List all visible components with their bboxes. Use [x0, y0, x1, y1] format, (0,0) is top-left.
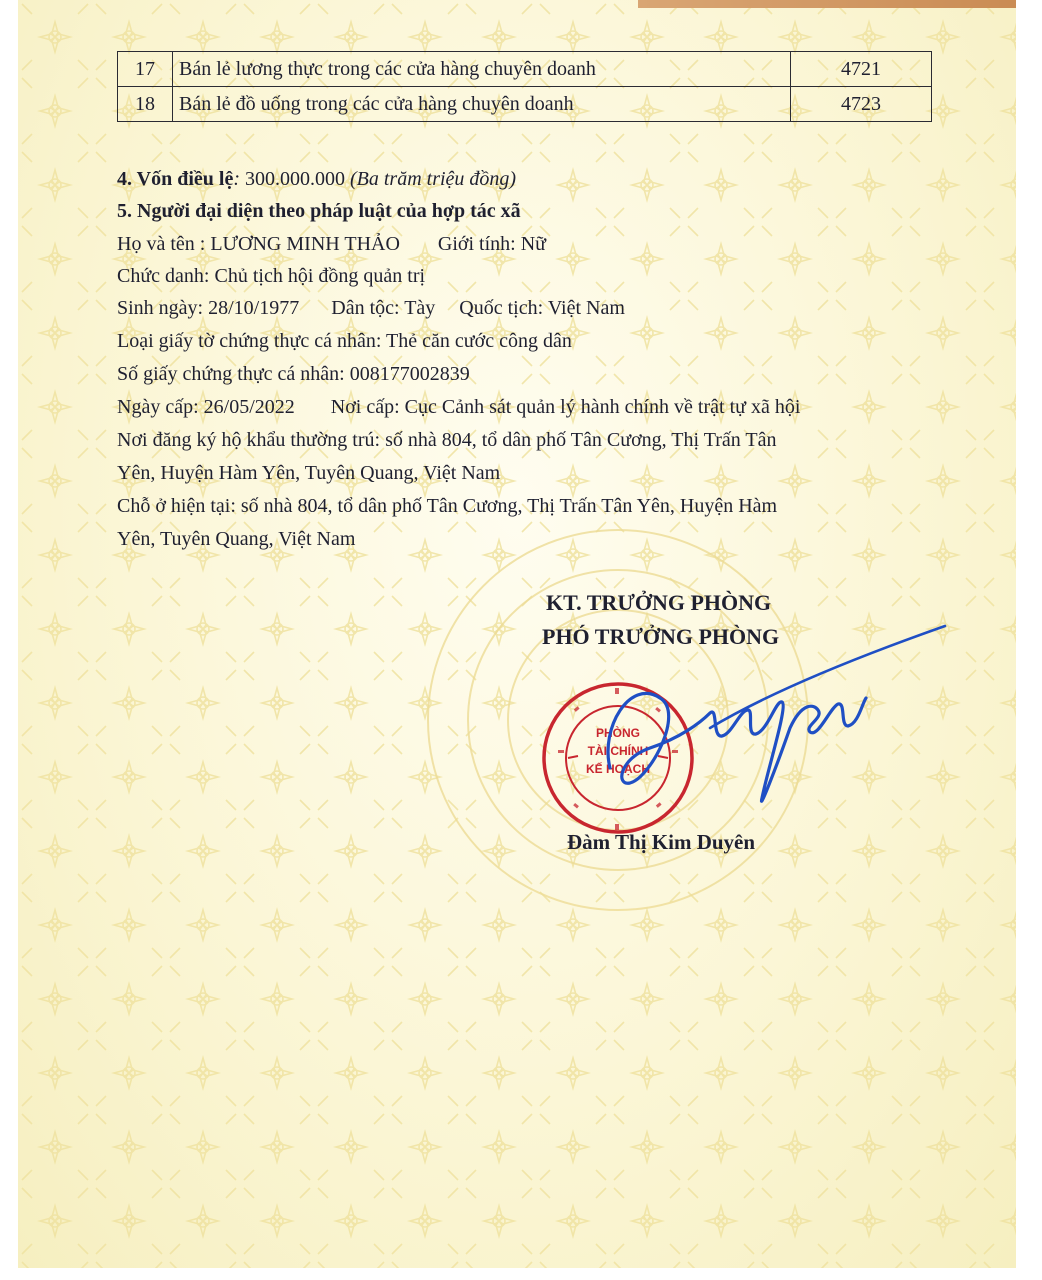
business-line-name: Bán lẻ lương thực trong các cửa hàng chuyên doanh — [173, 52, 791, 87]
charter-capital-words: (Ba trăm triệu đồng) — [350, 168, 517, 190]
table-row — [118, 87, 932, 122]
dob-value: 28/10/1977 — [208, 297, 300, 319]
signer-name: Đàm Thị Kim Duyên — [567, 830, 756, 854]
id-number-value: 008177002839 — [349, 363, 470, 385]
issue-date-value: 26/05/2022 — [203, 396, 295, 418]
nationality-label: Quốc tịch: — [459, 297, 544, 319]
current-address-line-2: Yên, Tuyên Quang, Việt Nam — [117, 528, 356, 550]
row-number: 18 — [118, 87, 173, 122]
birth-line — [117, 297, 625, 320]
handwritten-signature — [590, 618, 960, 818]
ethnicity-value: Tày — [404, 297, 436, 319]
position-value: Chủ tịch hội đồng quản trị — [214, 265, 426, 287]
issue-place-value: Cục Cảnh sát quản lý hành chính về trật tự xã hội — [404, 396, 801, 418]
dob-label: Sinh ngày: — [117, 297, 204, 319]
business-line-code: 4723 — [791, 87, 932, 122]
row-number: 17 — [118, 52, 173, 87]
full-name-label: Họ và tên : — [117, 233, 206, 255]
seal-text-line1: PHÒNG — [595, 726, 640, 740]
charter-capital-line — [117, 168, 516, 191]
issue-place-label: Nơi cấp: — [330, 396, 400, 418]
charter-capital-label: 4. Vốn điều lệ — [117, 168, 234, 190]
position-line — [117, 265, 425, 288]
gender-label: Giới tính: — [437, 233, 516, 255]
gender-value: Nữ — [520, 233, 547, 255]
signature-title-1: KT. TRƯỞNG PHÒNG — [546, 590, 772, 615]
issue-date-label: Ngày cấp: — [117, 396, 199, 418]
table-row — [118, 52, 932, 87]
business-lines-table — [117, 51, 932, 122]
id-type-label: Loại giấy tờ chứng thực cá nhân: — [117, 330, 382, 352]
seal-text-line2: TÀI CHÍNH — [587, 744, 649, 758]
current-address-line-1: Chỗ ở hiện tại: số nhà 804, tổ dân phố Tân Cương, Thị Trấn Tân Yên, Huyện Hàm — [117, 495, 778, 517]
id-number-label: Số giấy chứng thực cá nhân: — [117, 363, 345, 385]
representative-heading: 5. Người đại diện theo pháp luật của hợp tác xã — [117, 200, 521, 222]
signature-title-2: PHÓ TRƯỞNG PHÒNG — [542, 624, 780, 649]
charter-capital-colon: : — [233, 168, 240, 190]
id-type-line — [117, 330, 572, 353]
position-label: Chức danh: — [117, 265, 210, 287]
issue-line — [117, 396, 800, 419]
ethnicity-label: Dân tộc: — [331, 297, 400, 319]
page-bottom-margin — [0, 1268, 1042, 1280]
business-line-name: Bán lẻ đồ uống trong các cửa hàng chuyên doanh — [173, 87, 791, 122]
full-name-line — [117, 233, 546, 256]
id-type-value: Thẻ căn cước công dân — [386, 330, 572, 352]
permanent-address-line-2: Yên, Huyện Hàm Yên, Tuyên Quang, Việt Nam — [117, 462, 501, 484]
full-name-value: LƯƠNG MINH THẢO — [210, 233, 400, 255]
business-line-code: 4721 — [791, 52, 932, 87]
charter-capital-amount: 300.000.000 — [245, 168, 345, 190]
top-edge-strip — [638, 0, 1016, 8]
nationality-value: Việt Nam — [547, 297, 625, 319]
permanent-address-line-1: Nơi đăng ký hộ khẩu thường trú: số nhà 804, tổ dân phố Tân Cương, Thị Trấn Tân — [117, 429, 777, 451]
seal-text-line3: KẾ HOẠCH — [585, 762, 650, 776]
id-number-line — [117, 363, 470, 386]
